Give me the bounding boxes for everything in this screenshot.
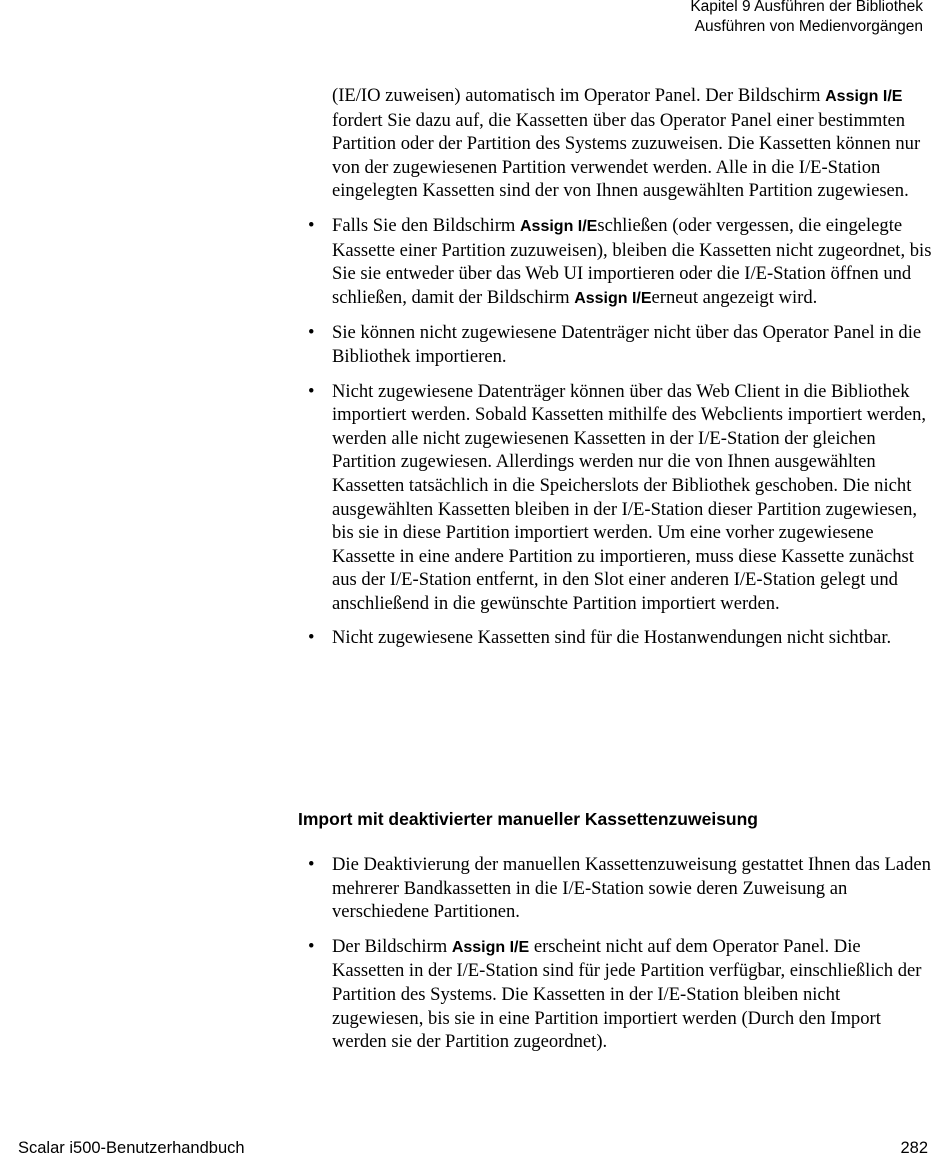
- running-header: [690, 0, 923, 37]
- header-section: Ausführen von Medienvorgängen: [694, 18, 923, 35]
- footer-page-number: 282: [900, 1139, 928, 1157]
- footer-document-title: Scalar i500-Benutzerhandbuch: [18, 1139, 245, 1157]
- list-item: • Nicht zugewiesene Kassetten sind für die Hostanwendungen nicht sichtbar.: [332, 626, 932, 650]
- list-item: • Sie können nicht zugewiesene Datenträger nicht über das Operator Panel in die Bibliothek importieren.: [332, 321, 932, 368]
- bullet-list: [332, 853, 932, 1054]
- ui-term-assign-ie: Assign I/E: [825, 88, 903, 105]
- list-item: • Falls Sie den Bildschirm Assign I/Eschließen (oder vergessen, die eingelegte Kassette einer Partition zuzuweisen), bleiben die Kassetten nicht zugeordnet, bis Sie sie entweder über das Web UI importieren oder die I/E-Station öffnen und schließen, damit der Bildschirm Assign I/Eerneut angezeigt wird.: [332, 214, 932, 310]
- list-item: • Nicht zugewiesene Datenträger können über das Web Client in die Bibliothek importiert werden. Sobald Kassetten mithilfe des Webclients importiert werden, werden alle nicht zugewiesenen Kassetten in der I/E-Station der gleichen Partition zugewiesen. Allerdings werden nur die von Ihnen ausgewählten Kassetten tatsächlich in die Speicherslots der Bibliothek geschoben. Die nicht ausgewählten Kassetten bleiben in der I/E-Station dieser Partition zugewiesen, bis sie in diese Partition importiert werden. Um eine vorher zugewiesene Kassette in eine andere Partition zu importieren, muss diese Kassette zunächst aus der I/E-Station entfernt, in den Slot einer anderen I/E-Station gelegt und anschließend in die gewünschte Partition importiert werden.: [332, 380, 932, 616]
- list-item: • Der Bildschirm Assign I/E erscheint nicht auf dem Operator Panel. Die Kassetten in der I/E-Station sind für jede Partition verfügbar, einschließlich der Partition des Systems. Die Kassetten in der I/E-Station bleiben nicht zugewiesen, bis sie in eine Partition importiert werden (Durch den Import werden sie der Partition zugeordnet).: [332, 935, 932, 1054]
- section-heading: Import mit deaktivierter manueller Kassettenzuweisung: [298, 809, 758, 829]
- body-text-top: [332, 84, 932, 650]
- ui-term-assign-ie: Assign I/E: [520, 217, 598, 235]
- bullet-list: [332, 214, 932, 650]
- continuation-paragraph: (IE/IO zuweisen) automatisch im Operator Panel. Der Bildschirm Assign I/E fordert Sie dazu auf, die Kassetten über das Operator Panel einer bestimmten Partition oder der Partition des Systems zuzuweisen. Die Kassetten können nur von der zugewiesenen Partition verwendet werden. Alle in die I/E-Station eingelegten Kassetten sind der von Ihnen ausgewählten Partition zugewiesen.: [332, 85, 921, 202]
- ui-term-assign-ie: Assign I/E: [574, 289, 652, 307]
- header-chapter: Kapitel 9 Ausführen der Bibliothek: [690, 0, 923, 15]
- ui-term-assign-ie: Assign I/E: [451, 938, 530, 956]
- body-text-section: [332, 853, 932, 1054]
- list-item: • Die Deaktivierung der manuellen Kassettenzuweisung gestattet Ihnen das Laden mehrerer Bandkassetten in die I/E-Station sowie deren Zuweisung an verschiedene Partitionen.: [332, 853, 932, 924]
